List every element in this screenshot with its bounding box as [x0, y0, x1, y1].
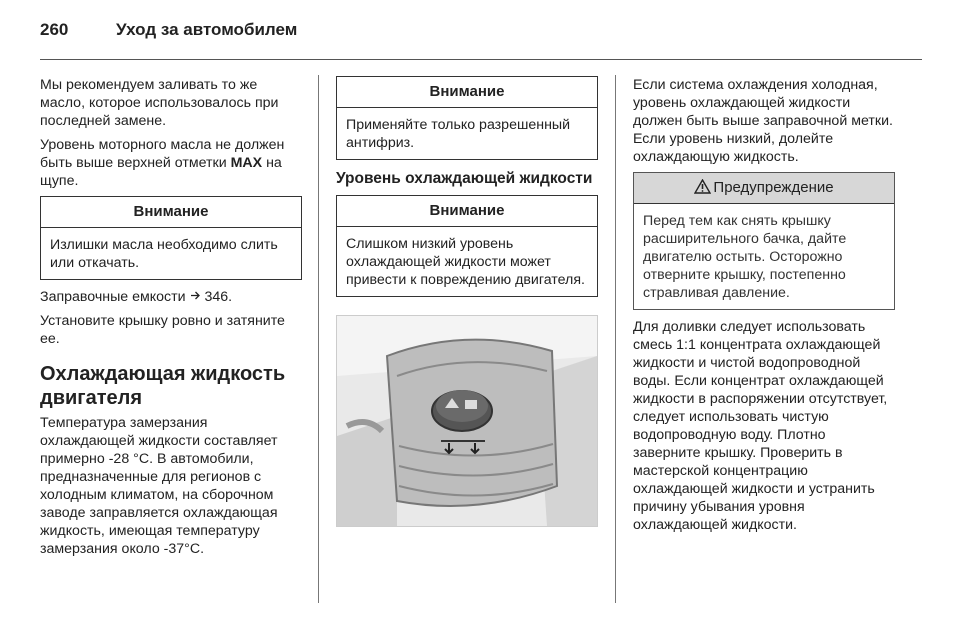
column-1	[40, 76, 302, 564]
cold-system-text: Если система охлаждения холодная, уровень охлаждающей жидкости должен быть выше заправочной метки. Если уровень низкий, долейте охлаждающую жидкость.	[633, 77, 893, 165]
cap-install-text: Установите крышку ровно и затяните ее.	[40, 313, 285, 347]
warning-box	[633, 172, 895, 310]
notice-text: Излишки масла необходимо слить или откачать.	[50, 237, 278, 271]
column-2	[336, 76, 598, 532]
warning-text: Перед тем как снять крышку расширительного бачка, дайте двигателю остыть. Осторожно отверните крышку, постепенно стравливая давление.	[643, 213, 847, 301]
warning-title: Предупреждение	[634, 173, 894, 204]
topping-up-text: Для доливки следует использовать смесь 1:1 концентрата охлаждающей жидкости и чистой водопроводной воды. Если концентрат охлаждающей жидкости в распоряжении отсутствует, следует использовать чистую водопроводную воду. Плотно заверните крышку. Проверить в мастерской концентрацию охлаждающей жидкости и устранить причину убывания уровня охлаждающей жидкости.	[633, 319, 888, 533]
notice-title: Внимание	[337, 77, 597, 108]
column-divider-1	[318, 75, 319, 603]
column-divider-2	[615, 75, 616, 603]
freezing-point-text: Температура замерзания охлаждающей жидкости составляет примерно -28 °C. В автомобили, предназначенные для регионов с холодным климатом, на сборочном заводе заправляется охлаждающая жидкость, имеющая температуру замерзания около -37°C.	[40, 415, 278, 557]
notice-text: Слишком низкий уровень охлаждающей жидкости может привести к повреждению двигателя.	[346, 236, 585, 288]
notice-title: Внимание	[41, 197, 301, 228]
oil-notice-box	[40, 196, 302, 280]
page-title: Уход за автомобилем	[116, 20, 298, 39]
notice-title: Внимание	[337, 196, 597, 227]
oil-level-text: Уровень моторного масла не должен быть выше верхней отметки MAX на щупе.	[40, 137, 285, 189]
section-heading-coolant-level: Уровень охлаждающей жидкости	[336, 170, 593, 187]
antifreeze-notice-box	[336, 76, 598, 160]
section-heading-coolant: Охлаждающая жидкость двигателя	[40, 363, 286, 409]
coolant-reservoir-photo	[336, 315, 598, 527]
max-mark-label: MAX	[230, 155, 263, 171]
oil-recommendation-text: Мы рекомендуем заливать то же масло, которое использовалось при последней замене.	[40, 77, 279, 129]
page-reference-link[interactable]: 346.	[204, 289, 233, 305]
column-3	[633, 76, 895, 540]
capacities-reference: Заправочные емкости 346.	[40, 289, 233, 305]
warning-triangle-icon	[694, 179, 711, 194]
low-level-notice-box	[336, 195, 598, 297]
header-divider	[40, 59, 922, 60]
arrow-ref-icon	[190, 290, 201, 301]
page-number: 260	[40, 20, 69, 39]
notice-text: Применяйте только разрешенный антифриз.	[346, 117, 571, 151]
